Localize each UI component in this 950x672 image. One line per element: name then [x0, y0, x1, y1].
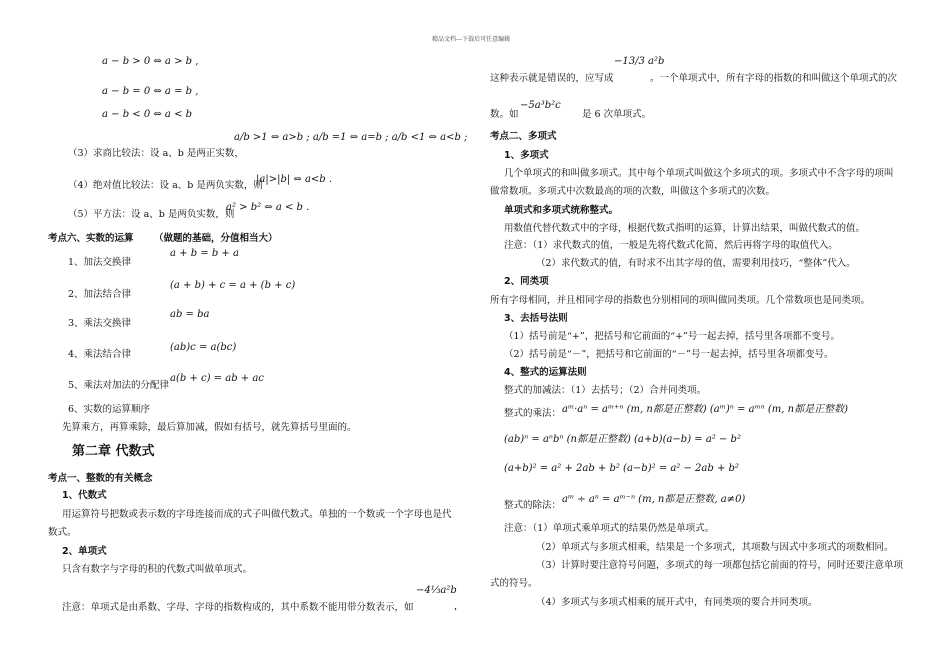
s2b-paragraph: 用数值代替代数式中的字母，根据代数式指明的运算，计算出结果，叫做代数式的值。 — [504, 223, 866, 234]
s2e-formula-2: (ab)ⁿ = aⁿbⁿ (n都是正整数) (a+b)(a−b) = a² − b² — [504, 434, 741, 445]
s2e-div-label: 整式的除法： — [504, 500, 562, 511]
mixed-number-example: −4⅓a²b — [416, 585, 457, 596]
square-method-formula: a² > b² ⇔ a < b . — [226, 202, 310, 213]
note-2: （2）单项式与多项式相乘，结果是一个多项式，其项数与因式中多项式的项数相同。 — [536, 542, 894, 553]
formula-equal: a − b = 0 ⇔ a = b , — [102, 86, 199, 97]
op3-label: 3、乘法交换律 — [68, 318, 132, 329]
abs-method-formula: |a|>|b| ⇔ a<b . — [256, 174, 333, 185]
s2e-mul-label: 整式的乘法： — [504, 408, 562, 419]
r-line-1a: 这种表示就是错误的，应写成 — [490, 73, 614, 84]
s1a-paragraph-1: 用运算符号把数或表示数的字母连接而成的式子叫做代数式。单独的一个数或一个字母也是代 — [62, 509, 452, 520]
section-6-title: 考点六、实数的运算 — [48, 233, 134, 244]
op2-label: 2、加法结合律 — [68, 289, 132, 300]
op4-formula: (ab)c = a(bc) — [170, 342, 237, 353]
op2-formula: (a + b) + c = a + (b + c) — [170, 280, 296, 291]
monomial-note-end: ， — [454, 601, 464, 612]
section-6-note: （做题的基础，分值相当大） — [154, 233, 278, 244]
note-3b: 式的符号。 — [490, 578, 538, 589]
s2a-title: 1、多项式 — [504, 150, 549, 161]
note-1: 注意：（1）单项式乘单项式的结果仍然是单项式。 — [504, 523, 715, 534]
op6-label: 6、实数的运算顺序 — [68, 404, 151, 415]
s2-title: 考点二、多项式 — [490, 131, 557, 142]
s1b-title: 2、单项式 — [62, 546, 107, 557]
s1-title: 考点一、整数的有关概念 — [48, 473, 153, 484]
r-line-2a: 数。如 — [490, 109, 519, 120]
square-method-label: （5）平方法：设 a、b 是两负实数，则 — [68, 209, 235, 220]
s2e-title: 4、整式的运算法则 — [504, 367, 587, 378]
s2c-paragraph: 所有字母相同，并且相同字母的指数也分别相同的项叫做同类项。几个常数项也是同类项。 — [490, 295, 871, 306]
r-line-1b: 。一个单项式中，所有字母的指数的和叫做这个单项式的次 — [650, 73, 898, 84]
s2d-rule-1: （1）括号前是“+”，把括号和它前面的“+”号一起去掉，括号里各项都不变号。 — [504, 331, 840, 342]
s2e-addition: 整式的加减法：（1）去括号；（2）合并同类项。 — [504, 385, 707, 396]
s1a-title: 1、代数式 — [62, 490, 107, 501]
op1-label: 1、加法交换律 — [68, 257, 132, 268]
s2e-div-formula: aᵐ ÷ aⁿ = aᵐ⁻ⁿ (m, n都是正整数, a≠0) — [562, 494, 746, 505]
s1a-paragraph-2: 数式。 — [48, 527, 77, 538]
operation-order: 先算乘方，再算乘除，最后算加减，假如有括号，就先算括号里面的。 — [62, 422, 357, 433]
s2d-title: 3、去括号法则 — [504, 313, 568, 324]
r-line-2b: 是 6 次单项式。 — [582, 109, 652, 120]
formula-ratio: a/b >1 ⇔ a>b ; a/b =1 ⇔ a=b ; a/b <1 ⇔ a<b ; — [234, 132, 468, 143]
op3-formula: ab = ba — [170, 309, 210, 320]
op4-label: 4、乘法结合律 — [68, 349, 132, 360]
abs-method-label: （4）绝对值比较法：设 a、b 是两负实数，则 — [68, 180, 263, 191]
note-3a: （3）计算时要注意符号问题，多项式的每一项都包括它前面的符号，同时还要注意单项 — [536, 560, 904, 571]
s1b-paragraph: 只含有数字与字母的积的代数式叫做单项式。 — [62, 564, 253, 575]
s2e-mul-formula: aᵐ·aⁿ = aᵐ⁺ⁿ (m, n都是正整数) (aᵐ)ⁿ = aᵐⁿ (m, n都是正整数) — [562, 404, 848, 415]
correct-form-formula: −13/3 a²b — [614, 56, 665, 67]
degree-example: −5a³b²c — [520, 100, 561, 111]
s2b-title: 单项式和多项式统称整式。 — [504, 205, 619, 216]
note-4: （4）多项式与多项式相乘的展开式中，有同类项的要合并同类项。 — [536, 597, 818, 608]
formula-less: a − b < 0 ⇔ a < b — [102, 109, 193, 120]
op1-formula: a + b = b + a — [170, 248, 239, 259]
s2d-rule-2: （2）括号前是“－”，把括号和它前面的“－”号一起去掉，括号里各项都变号。 — [504, 349, 834, 360]
chapter-2-title: 第二章 代数式 — [72, 444, 155, 459]
s2b-note-1: 注意：（1）求代数式的值，一般是先将代数式化简，然后再将字母的取值代入。 — [504, 240, 838, 251]
s2a-paragraph-1: 几个单项式的和叫做多项式。其中每个单项式叫做这个多项式的项。多项式中不含字母的项叫 — [504, 168, 894, 179]
s2b-note-2: （2）求代数式的值，有时求不出其字母的值，需要利用技巧，“整体”代入。 — [536, 258, 856, 269]
s2e-formula-3: (a+b)² = a² + 2ab + b² (a−b)² = a² − 2ab + b² — [504, 463, 739, 474]
s2a-paragraph-2: 做常数项。多项式中次数最高的项的次数，叫做这个多项式的次数。 — [490, 186, 776, 197]
formula-greater: a − b > 0 ⇔ a > b , — [102, 56, 199, 67]
ratio-method: （3）求商比较法：设 a、b 是两正实数， — [68, 148, 244, 159]
s2c-title: 2、同类项 — [504, 276, 549, 287]
monomial-note: 注意：单项式是由系数、字母、字母的指数构成的，其中系数不能用带分数表示，如 — [62, 602, 414, 613]
op5-label: 5、乘法对加法的分配律 — [68, 380, 170, 391]
op5-formula: a(b + c) = ab + ac — [170, 373, 264, 384]
page-header: 精品文档---下载后可任意编辑 — [432, 36, 511, 43]
